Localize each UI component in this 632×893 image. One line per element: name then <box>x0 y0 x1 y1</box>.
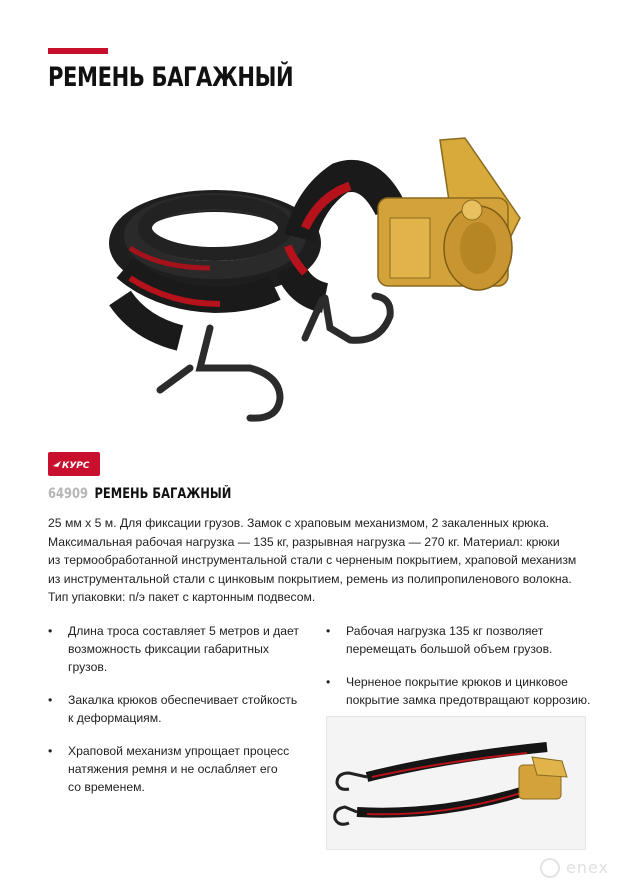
feature-item <box>48 691 308 727</box>
title-accent-bar <box>48 48 108 54</box>
feature-text: Храповой механизм упрощает процесс натяжения ремня и не ослабляет его со временем. <box>68 744 290 794</box>
ratchet-strap-product-image <box>100 128 540 428</box>
product-description <box>48 514 588 607</box>
feature-text: Рабочая нагрузка 135 кг позволяет перемещать большой объем грузов. <box>346 624 553 656</box>
kurs-logo-icon <box>48 452 100 476</box>
feature-item <box>326 622 596 658</box>
feature-text: Черненое покрытие крюков и цинковое покрытие замка предотвращают коррозию. <box>346 675 591 707</box>
coiled-strap <box>120 201 310 338</box>
features-right-list <box>326 622 596 724</box>
bullet-icon: • <box>326 624 331 638</box>
features-left-list <box>48 622 308 811</box>
hooks <box>160 296 390 418</box>
enex-circle-icon <box>540 858 560 878</box>
description-line: Тип упаковки: п/э пакет с картонным подвесом. <box>48 590 316 604</box>
enex-logo-icon <box>540 856 620 882</box>
description-line: из инструментальной стали с цинковым покрытием, ремень из полипропиленового волокна. <box>48 571 572 586</box>
feature-text: Закалка крюков обеспечивает стойкость к деформациям. <box>68 693 298 725</box>
description-line: 25 мм х 5 м. Для фиксации грузов. Замок с храповым механизмом, 2 закаленных крюка. <box>48 516 550 530</box>
description-line: Максимальная рабочая нагрузка — 135 кг, разрывная нагрузка — 270 кг. Материал: крюки <box>48 534 560 549</box>
feature-item <box>48 622 308 676</box>
bullet-icon: • <box>48 624 53 638</box>
strap-tail <box>288 176 390 298</box>
ratchet-strap-photo <box>326 716 586 850</box>
bullet-icon: • <box>48 744 53 758</box>
bullet-icon: • <box>48 693 53 707</box>
watermark-text: enex <box>566 858 610 877</box>
product-sku: 64909 <box>48 486 88 502</box>
feature-item <box>48 742 308 796</box>
feature-text: Длина троса составляет 5 метров и дает возможность фиксации габаритных грузов. <box>68 624 299 674</box>
bullet-icon: • <box>326 675 331 689</box>
ratchet-mechanism <box>378 138 520 290</box>
logo-text: КУРС <box>62 461 90 471</box>
product-name: РЕМЕНЬ БАГАЖНЫЙ <box>94 486 232 502</box>
product-heading <box>48 486 231 502</box>
feature-item <box>326 673 596 709</box>
page-title: РЕМЕНЬ БАГАЖНЫЙ <box>48 62 294 93</box>
description-line: из термообработанной инструментальной стали с черненым покрытием, храповой механизм <box>48 553 577 567</box>
